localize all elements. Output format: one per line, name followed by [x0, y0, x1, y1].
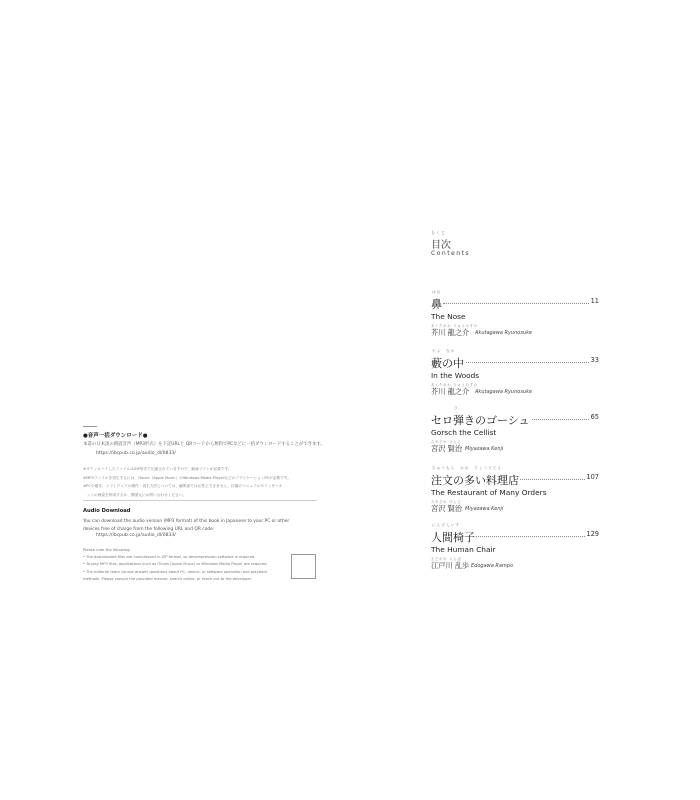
author-ruby: あくたがわ りゅうのすけ — [431, 324, 478, 328]
text-line: devices free of charge from the following URL and QR code: — [83, 526, 215, 532]
author-japanese: 宮沢 賢治 — [431, 444, 463, 453]
note-line: * To play MP3 files, applications such as iTunes (Apple Music) or Windows Media Player are required. — [83, 562, 268, 567]
author-ruby: あくたがわ りゅうのすけ — [431, 383, 478, 387]
title-english: In the Woods — [431, 371, 480, 380]
author-japanese: 芥川 龍之介 — [431, 387, 470, 396]
note-line: * The editorial team cannot answer questions about PC, device, or software operation and playback — [83, 569, 268, 574]
note-line: * The downloaded files are compressed in ZIP format, so decompression software is required. — [83, 555, 256, 560]
author-ruby: みやざわ けんじ — [431, 500, 462, 504]
page-number: 107 — [586, 473, 599, 481]
download-notes-jp — [83, 465, 291, 499]
title-ruby: ちゅうもん おお りょうりてん — [432, 466, 503, 470]
title-japanese: セロ弾きのゴーシュ — [431, 414, 530, 427]
audio-download-notes — [83, 547, 268, 583]
note-line: ※ダウンロードしたファイルはZIP形式で圧縮されていますので、解凍ソフトが必要です。 — [83, 467, 232, 471]
dot-leader — [513, 479, 587, 480]
note-line: ットの検索を利用するか、開発元にお問い合わせください。 — [83, 492, 187, 497]
audio-download-heading: Audio Download — [83, 508, 131, 514]
page-number: 11 — [590, 297, 599, 305]
contents-subtitle: Contents — [431, 250, 471, 257]
title-ruby: はな — [432, 290, 442, 294]
download-description-jp: 本書の日本語の朗読音声（MP3形式）を下記URLと QRコードから無料でPCなどに一括ダウンロードすることができます。 — [83, 442, 325, 447]
dot-leader — [443, 303, 589, 304]
title-japanese: 鼻 — [431, 298, 442, 311]
author-japanese: 宮沢 賢治 — [431, 504, 463, 513]
title-ruby: にんげんいす — [432, 523, 461, 527]
author-japanese: 江戸川 乱歩 — [431, 561, 470, 570]
title-ruby: やぶ なか — [432, 349, 456, 353]
dot-leader — [475, 536, 587, 537]
title-ruby: ひ — [454, 406, 459, 410]
page-number: 65 — [590, 413, 599, 421]
contents-title-ruby: もくじ — [431, 230, 446, 235]
title-english: The Nose — [431, 312, 466, 321]
download-heading-jp: ●音声一括ダウンロード● — [83, 433, 148, 439]
author-romanized: Edogawa Rampo — [471, 563, 514, 569]
note-line: ※MP3ファイルを再生するには、iTunes（Apple Music）やWindows Media PlayerなどのアプリケーションPCが必要です。 — [83, 475, 291, 480]
author-ruby: えどがわ らんぽ — [431, 557, 462, 561]
author-romanized: Akutagawa Ryunosuke — [475, 330, 533, 336]
contents-title: 目次 — [431, 240, 451, 251]
title-japanese: 藪の中 — [431, 357, 464, 370]
audio-download-url[interactable]: https://ibcpub.co.jp/audio_dl/0833/ — [96, 533, 176, 538]
section-divider — [83, 500, 317, 501]
author-ruby: みやざわ けんじ — [431, 440, 462, 444]
note-line: ※PCや端末、ソフトウェアの操作・再生方法については、編集部ではお答えできません。付属のマニュアルやインターネ — [83, 484, 283, 488]
title-japanese: 人間椅子 — [431, 531, 475, 544]
audio-download-description — [83, 518, 289, 533]
page-number: 129 — [586, 530, 599, 538]
dot-leader — [523, 419, 589, 420]
page-number: 33 — [590, 356, 599, 364]
text-line: You can download the audio version (MP3 format) of this book in Japanese to your PC or other — [83, 519, 290, 524]
note-line: Please note the following: — [83, 548, 131, 552]
note-line: methods. Please consult the provided manual, search online, or reach out to the developer. — [83, 576, 252, 581]
title-english: Gorsch the Cellist — [431, 428, 497, 437]
author-romanized: Miyazawa Kenji — [465, 506, 504, 512]
qr-code-image[interactable] — [291, 554, 316, 579]
dot-leader — [461, 362, 589, 363]
download-url-jp[interactable]: https://ibcpub.co.jp/audio_dl/0833/ — [96, 451, 176, 456]
author-romanized: Akutagawa Ryunosuke — [475, 389, 533, 395]
title-japanese: 注文の多い料理店 — [431, 474, 519, 487]
title-english: The Restaurant of Many Orders — [431, 488, 547, 497]
author-japanese: 芥川 龍之介 — [431, 328, 470, 337]
author-romanized: Miyazawa Kenji — [465, 446, 504, 452]
title-english: The Human Chair — [431, 545, 496, 554]
download-heading-rule — [83, 426, 97, 427]
